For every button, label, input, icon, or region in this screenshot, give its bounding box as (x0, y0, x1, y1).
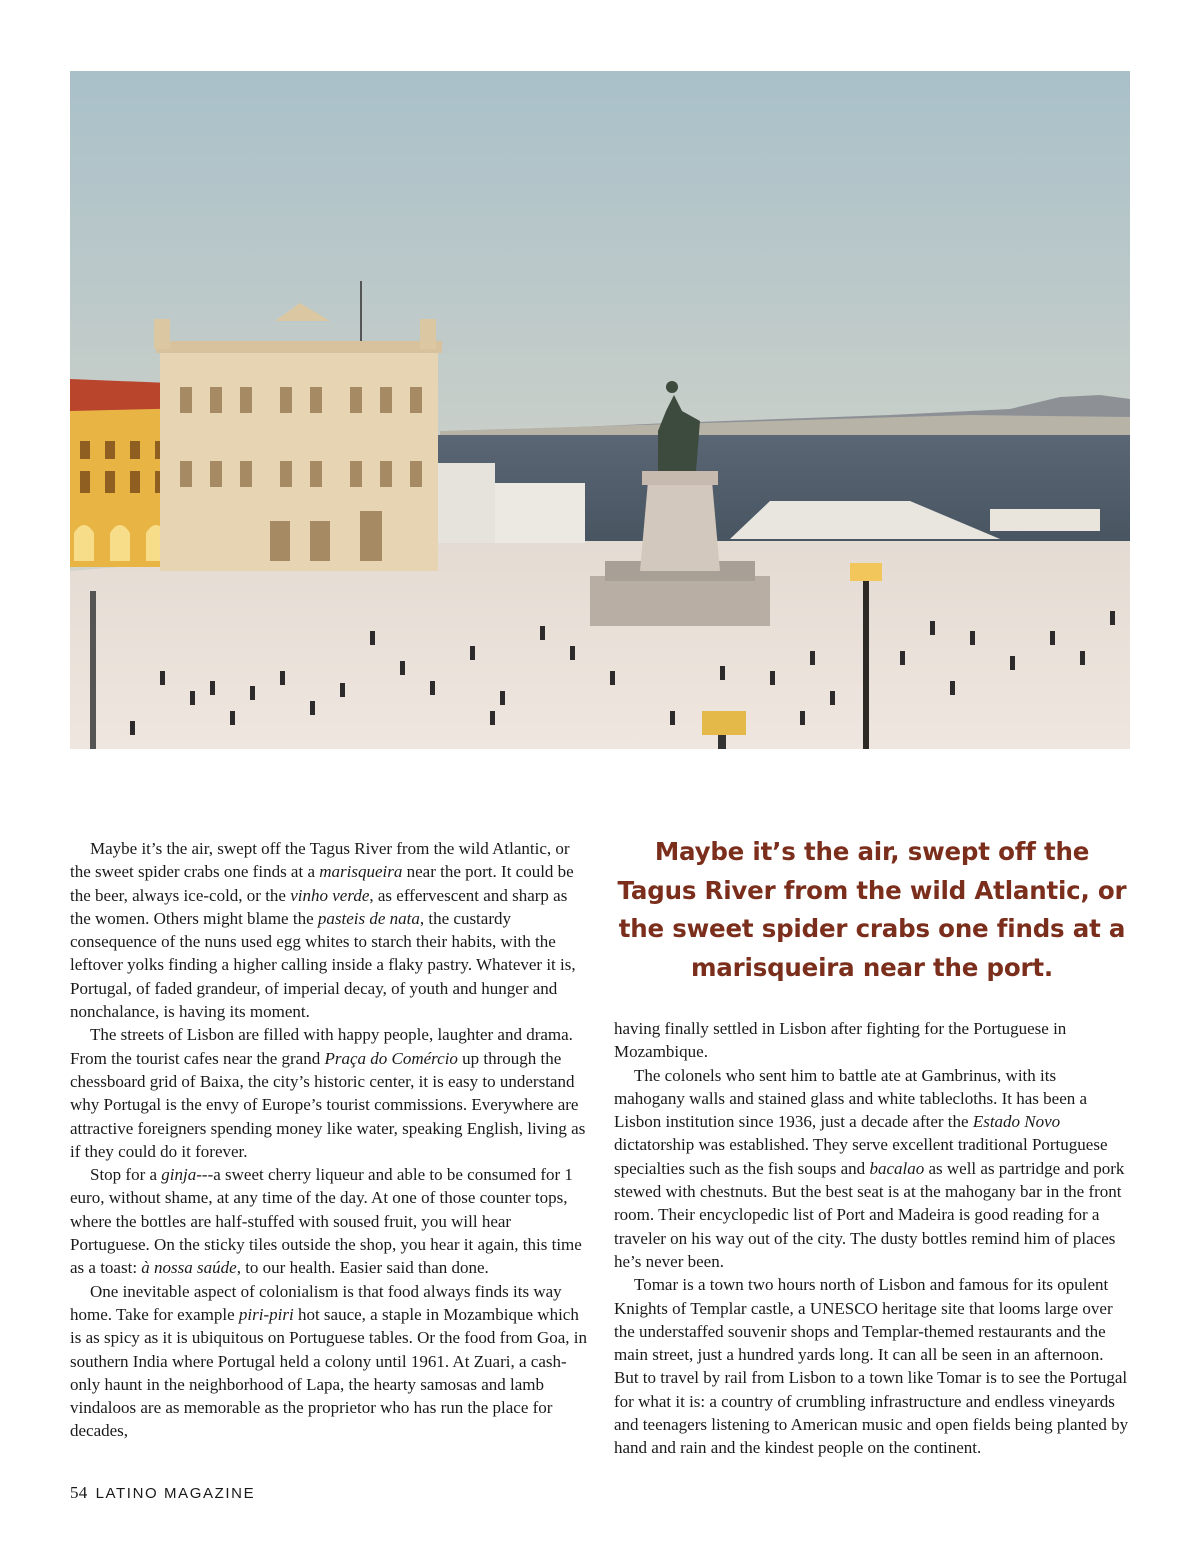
article-right-column (614, 1017, 1130, 1460)
paragraph: Tomar is a town two hours north of Lisbon and famous for its opulent Knights of Templar castle, a UNESCO heritage site that looms large over the understaffed souvenir shops and Templar-themed restaurants and the main street, just a hundred yards long. It can all be seen in an afternoon. But to travel by rail from Lisbon to a town like Tomar is to see the Portugal for what it is: a country of crumbling infrastructure and endless vineyards and teenagers listening to American music and open fields being planted by hand and rain and the kindest people on the continent. (614, 1275, 1129, 1458)
pull-quote: Maybe it’s the air, swept off the Tagus River from the wild Atlantic, or the sweet spider crabs one finds at a marisqueira near the port. (617, 837, 1127, 982)
magazine-name: LATINO MAGAZINE (95, 1485, 256, 1502)
page-number: 54 (70, 1483, 88, 1502)
lisbon-plaza-photo (70, 71, 1130, 749)
article-left-column (70, 837, 588, 1443)
paragraph: having finally settled in Lisbon after fighting for the Portuguese in Mozambique. (614, 1019, 1067, 1062)
photo-lisbon-praca-do-comercio-icon (70, 71, 1130, 749)
page-footer (70, 1483, 255, 1503)
paragraph: The streets of Lisbon are filled with happy people, laughter and drama. From the tourist cafes near the grand Praça do Comércio up through the chessboard grid of Baixa, the city’s historic center, it is easy to understand why Portugal is the envy of Europe’s tourist commissions. Everywhere are attractive foreigners spending money like water, speaking English, living as if they could do it forever. (70, 1025, 586, 1161)
paragraph: One inevitable aspect of colonialism is that food always finds its way home. Take for example piri-piri hot sauce, a staple in Mozambique which is as spicy as it is ubiquitous on Portuguese tables. Or the food from Goa, in southern India where Portugal held a colony until 1961. At Zuari, a cash-only haunt in the neighborhood of Lapa, the hearty samosas and lamb vindaloos are as memorable as the proprietor who has run the place for decades, (70, 1281, 588, 1441)
paragraph: Stop for a ginja---a sweet cherry liqueur and able to be consumed for 1 euro, without shame, at any time of the day. At one of those counter tops, where the bottles are half-stuffed with soused fruit, you will hear Portuguese. On the sticky tiles outside the shop, you hear it again, this time as a toast: à nossa saúde, to our health. Easier said than done. (70, 1165, 582, 1278)
paragraph: The colonels who sent him to battle ate at Gambrinus, with its mahogany walls and stained glass and white tablecloths. It has been a Lisbon institution since 1936, just a decade after the Estado Novo dictatorship was established. They serve excellent traditional Portuguese specialties such as the fish soups and bacalao as well as partridge and pork stewed with chestnuts. But the best seat is at the mahogany bar in the front room. Their encyclopedic list of Port and Madeira is good reading for a traveler on his way out of the city. The dusty bottles remind him of places he’s never been. (614, 1065, 1125, 1271)
paragraph: Maybe it’s the air, swept off the Tagus River from the wild Atlantic, or the sweet spider crabs one finds at a marisqueira near the port. It could be the beer, always ice-cold, or the vinho verde, as effervescent and sharp as the women. Others might blame the pasteis de nata, the custardy consequence of the nuns used egg whites to starch their habits, with the leftover yolks finding a higher calling inside a flaky pastry. Whatever it is, Portugal, of faded grandeur, of imperial decay, of youth and hunger and nonchalance, is having its moment. (70, 839, 576, 1022)
